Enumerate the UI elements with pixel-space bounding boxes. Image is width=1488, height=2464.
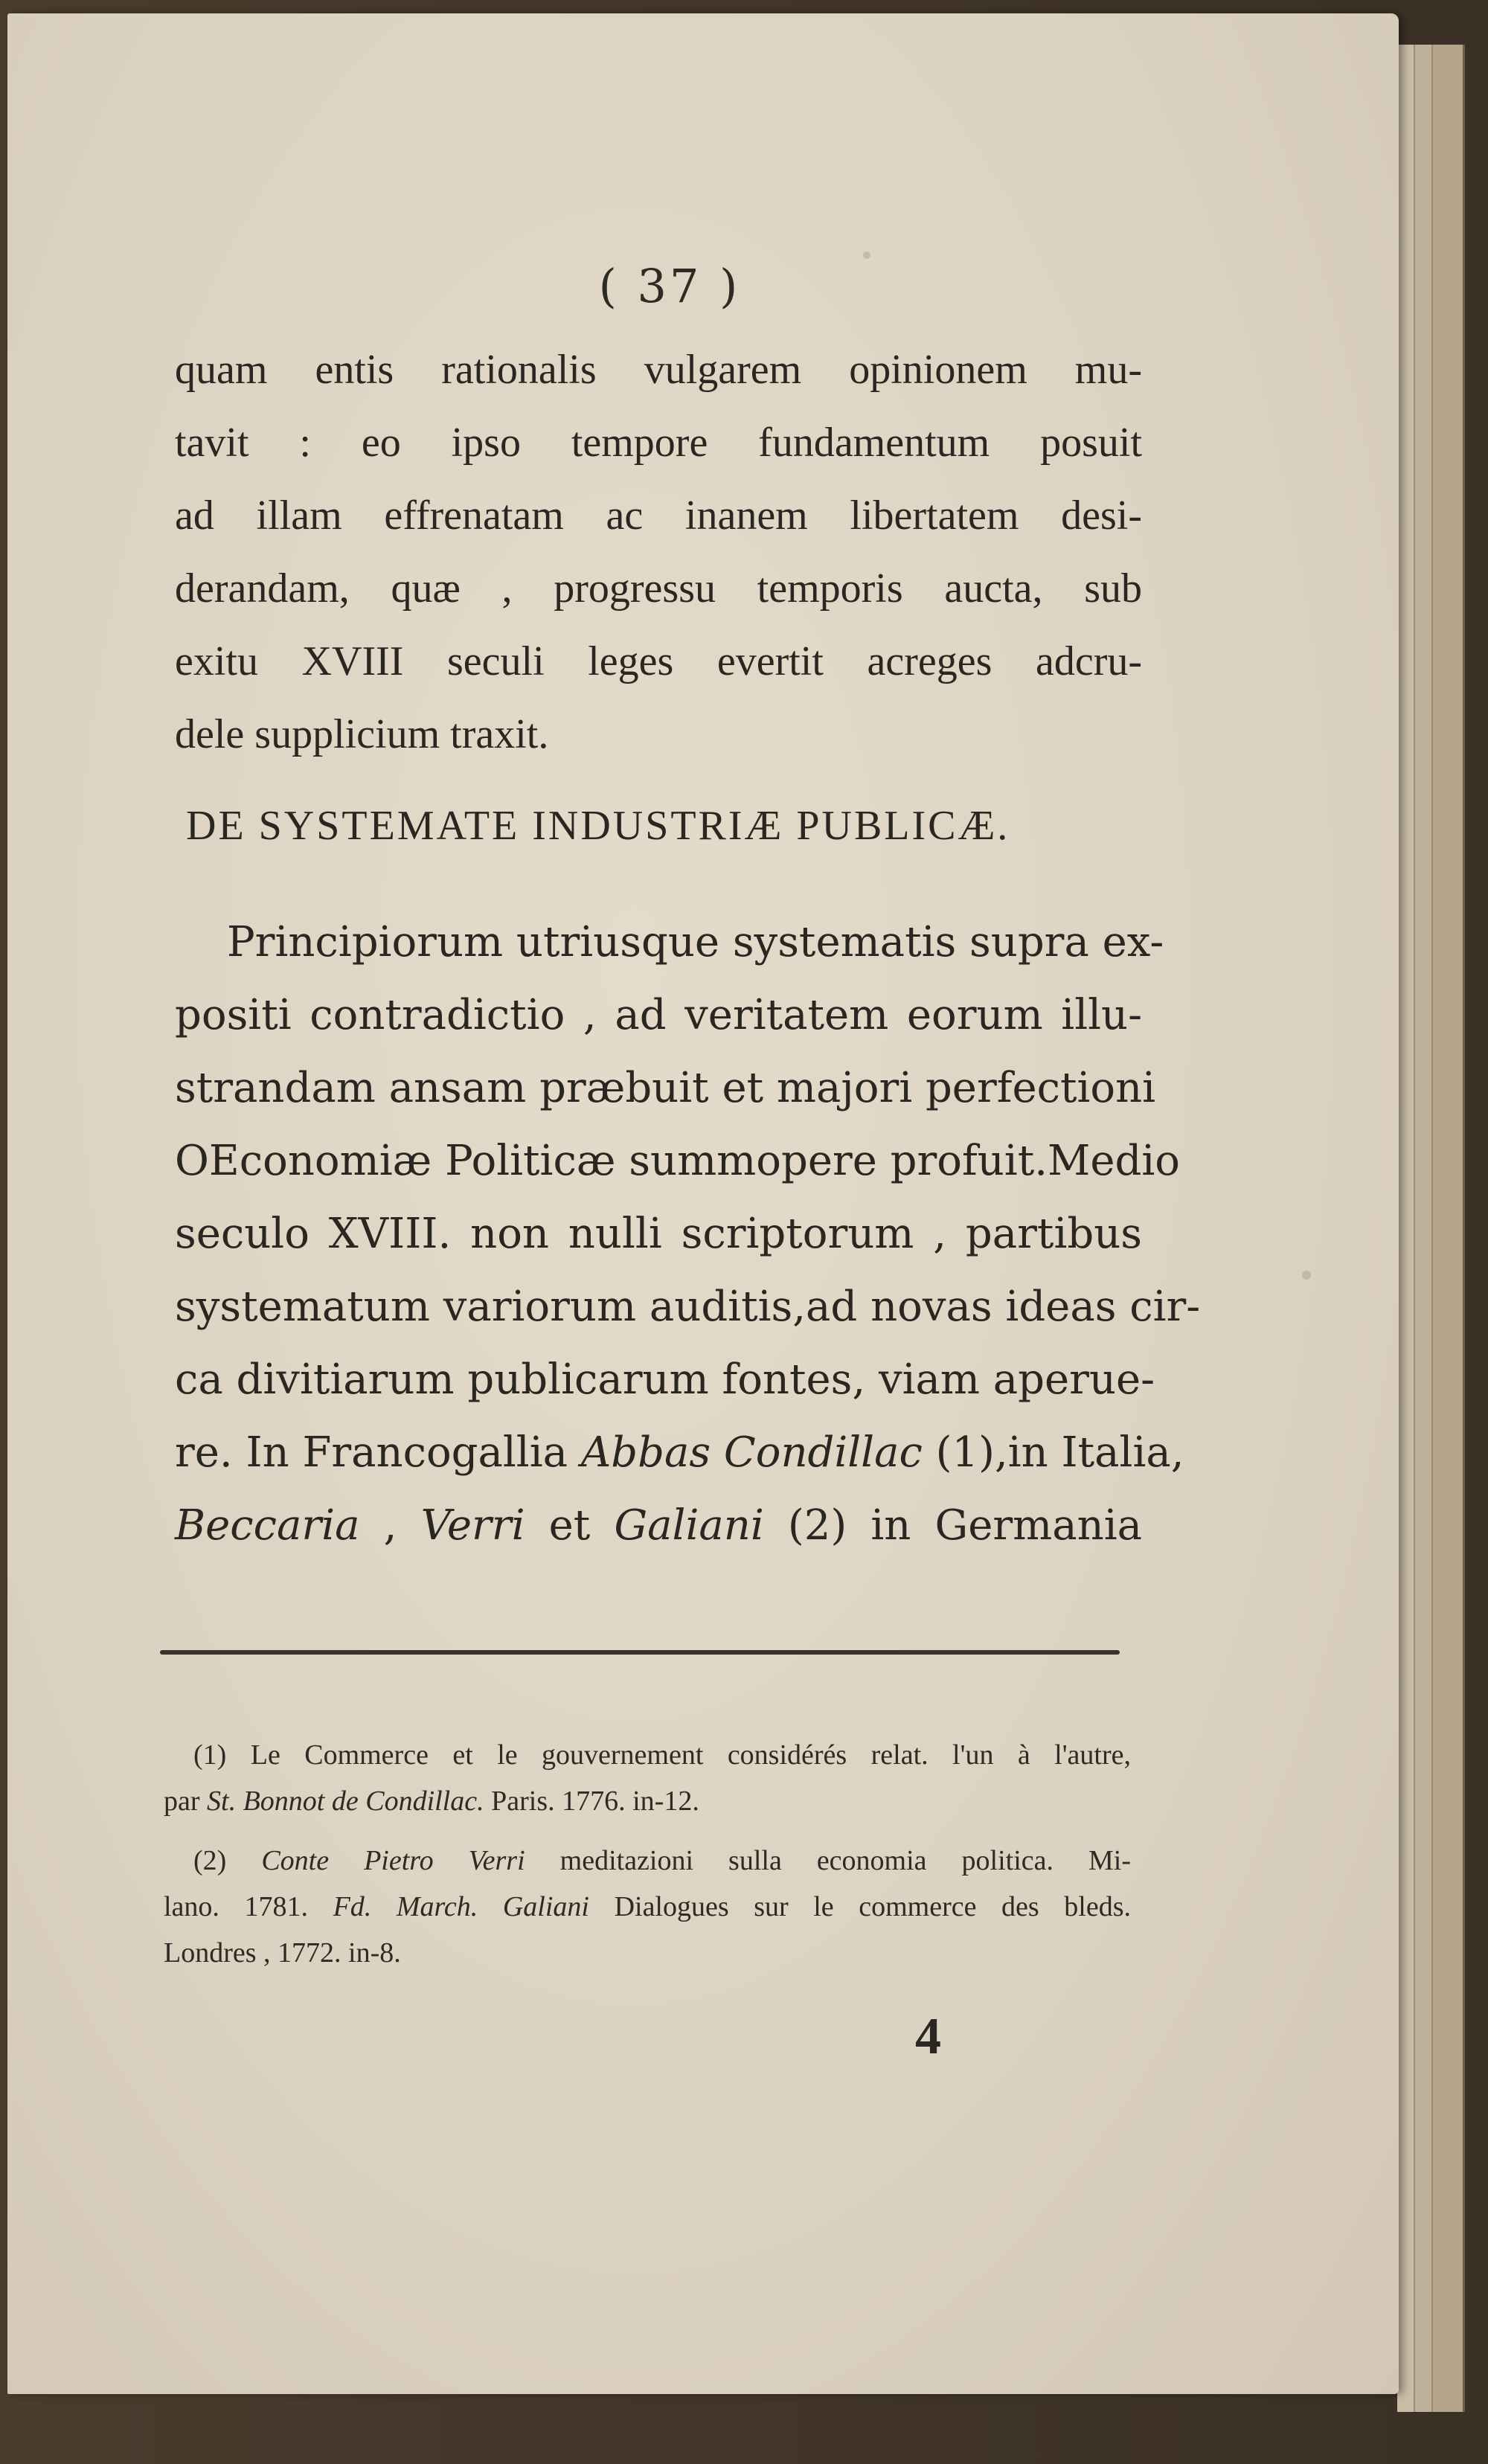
text-segment: re. In Francogallia	[175, 1428, 581, 1477]
footnote-line	[164, 1838, 1131, 1884]
text-segment: par	[164, 1786, 208, 1817]
text-line	[175, 1489, 1142, 1562]
text-line: seculo XVIII. non nulli scriptorum , partibus	[175, 1210, 1142, 1258]
book-page-edge	[1433, 45, 1465, 2412]
book-page-edge	[1415, 45, 1433, 2412]
author-name: Beccaria	[175, 1501, 360, 1550]
footnote-line	[164, 1778, 1131, 1824]
footnotes	[164, 1732, 1131, 1976]
text-line: exitu XVIII seculi leges evertit acreges adcru-	[175, 638, 1142, 684]
paragraph	[175, 906, 1201, 1562]
page-number: ( 37 )	[598, 259, 741, 313]
text-line: Principiorum utriusque systematis supra ex-	[227, 918, 1164, 966]
footnote-rule	[160, 1650, 1120, 1655]
foxing-spot	[863, 251, 870, 259]
text-line: ca divitiarum publicarum fontes, viam aperue-	[175, 1355, 1155, 1404]
text-line: derandam, quæ , progressu temporis aucta, sub	[175, 565, 1142, 612]
author-name: Abbas Condillac	[580, 1428, 923, 1477]
text-line: ad illam effrenatam ac inanem libertatem desi-	[175, 493, 1142, 539]
text-segment: Paris. 1776. in-12.	[484, 1786, 699, 1817]
author-name: St. Bonnot de Condillac.	[207, 1786, 484, 1817]
foxing-spot	[1302, 1271, 1311, 1280]
text-segment: Dialogues sur le commerce des bleds.	[589, 1891, 1131, 1922]
text-segment: (1),in Italia,	[922, 1428, 1184, 1477]
text-line: positi contradictio , ad veritatem eorum illu-	[175, 991, 1142, 1039]
footnote-line: (1) Le Commerce et le gouvernement considérés relat. l'un à l'autre,	[193, 1739, 1131, 1771]
author-name: Galiani	[614, 1501, 764, 1550]
author-name: Verri	[420, 1501, 525, 1550]
signature-mark: 4	[915, 2008, 941, 2065]
text-segment: (2) in Germania	[763, 1501, 1143, 1550]
text-line: OEconomiæ Politicæ summopere profuit.Medio	[175, 1137, 1180, 1185]
footnote-line: Londres , 1772. in-8.	[164, 1937, 401, 1969]
footnote-line	[164, 1884, 1131, 1930]
text-segment: ,	[359, 1501, 421, 1550]
section-heading: DE SYSTEMATE INDUSTRIÆ PUBLICÆ.	[186, 803, 1010, 849]
text-line: quam entis rationalis vulgarem opinionem mu-	[175, 347, 1142, 393]
text-line: strandam ansam præbuit et majori perfectioni	[175, 1064, 1156, 1112]
text-segment: lano. 1781.	[164, 1891, 333, 1922]
book-page-edge	[1397, 45, 1415, 2412]
text-line: tavit : eo ipso tempore fundamentum posuit	[175, 420, 1142, 466]
text-segment: meditazioni sulla economia politica. Mi-	[525, 1845, 1131, 1876]
text-line: dele supplicium traxit.	[175, 711, 549, 757]
text-segment: (2)	[193, 1845, 262, 1876]
author-name: Fd. March. Galiani	[333, 1891, 589, 1922]
continuation-text	[175, 333, 1142, 771]
author-name: Conte Pietro Verri	[261, 1845, 525, 1876]
page-sheet	[7, 13, 1399, 2394]
text-segment: et	[525, 1501, 615, 1550]
text-line: systematum variorum auditis,ad novas ideas cir-	[175, 1283, 1201, 1331]
text-line	[175, 1417, 1184, 1489]
